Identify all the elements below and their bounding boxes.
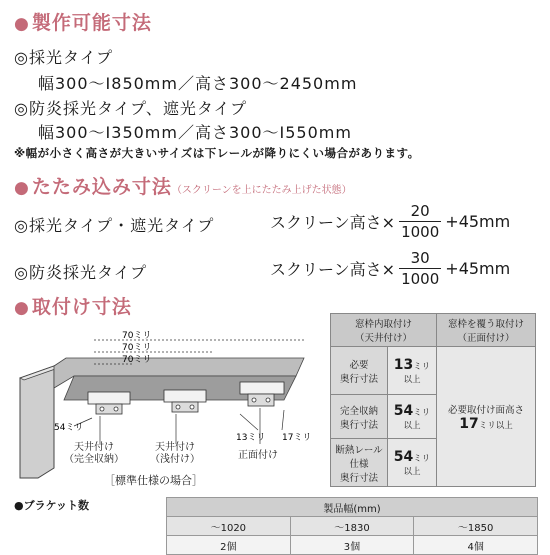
size-note: ※幅が小さく高さが大きいサイズは下レールが降りにくい場合があります。 bbox=[14, 146, 420, 160]
section-title-text: 取付け寸法 bbox=[31, 296, 132, 318]
bracket-range-2: ～1830 bbox=[290, 517, 414, 536]
value-number: 13 bbox=[393, 356, 414, 373]
folding-row1-formula bbox=[270, 202, 510, 241]
bracket-range-1: ～1020 bbox=[167, 517, 291, 536]
folding-row2-label: ◎防炎採光タイプ bbox=[14, 263, 148, 282]
bracket-range-3: ～1850 bbox=[414, 517, 538, 536]
bullet-icon: ● bbox=[14, 298, 30, 318]
label-front-mount: 正面付け bbox=[238, 450, 278, 461]
table-head-front: 窓枠を覆う取付け （正面付け） bbox=[437, 314, 536, 347]
dim-70-a: 70ミリ bbox=[122, 331, 152, 341]
bracket-full bbox=[88, 392, 130, 414]
dim-70-c: 70ミリ bbox=[122, 355, 152, 365]
value-unit: ミリ 以上 bbox=[403, 453, 431, 477]
fraction-denominator: 1000 bbox=[401, 223, 440, 241]
bracket-count-2: 3個 bbox=[290, 536, 414, 555]
bullet-icon: ● bbox=[14, 14, 30, 34]
formula-prefix: スクリーン高さ× bbox=[270, 213, 396, 232]
type1-label: ◎採光タイプ bbox=[14, 48, 114, 67]
mounting-depth-table bbox=[330, 313, 536, 487]
formula-prefix: スクリーン高さ× bbox=[270, 260, 396, 279]
label-ceiling-full: 天井付け （完全収納） bbox=[64, 442, 124, 465]
row-label-required-depth: 必要 奥行寸法 bbox=[331, 347, 388, 395]
diagram-caption: ［標準仕様の場合］ bbox=[104, 474, 203, 487]
type2-size: 幅300～I350mm／高さ300～I550mm bbox=[38, 123, 352, 142]
window-frame-wall bbox=[20, 366, 54, 478]
bullet-icon: ● bbox=[14, 178, 30, 198]
section-subtitle: （スクリーンを上にたたみ上げた状態） bbox=[171, 185, 352, 196]
dim-13: 13ミリ bbox=[236, 433, 266, 443]
dim-70-b: 70ミリ bbox=[122, 343, 152, 353]
section-title-text: たたみ込み寸法 bbox=[31, 176, 172, 198]
row-value-full-storage-depth bbox=[388, 395, 437, 439]
fraction bbox=[399, 202, 441, 241]
value-unit: ミリ 以上 bbox=[403, 361, 431, 385]
front-mount-cell bbox=[437, 347, 536, 487]
folding-row2-formula bbox=[270, 249, 510, 288]
front-mount-unit: ミリ以上 bbox=[478, 420, 513, 431]
row-value-required-depth bbox=[388, 347, 437, 395]
value-unit: ミリ 以上 bbox=[403, 407, 431, 431]
bracket-count-table bbox=[166, 497, 538, 555]
bracket-count-3: 4個 bbox=[414, 536, 538, 555]
formula-suffix: +45mm bbox=[445, 259, 511, 278]
type2-label: ◎防炎採光タイプ、遮光タイプ bbox=[14, 99, 248, 118]
dim-54: 54ミリ bbox=[54, 423, 84, 433]
front-mount-value: 17 bbox=[459, 415, 479, 432]
fraction-numerator: 30 bbox=[410, 249, 430, 267]
bracket-count-1: 2個 bbox=[167, 536, 291, 555]
value-number: 54 bbox=[393, 402, 414, 419]
value-number: 54 bbox=[393, 448, 414, 465]
folding-row1-label: ◎採光タイプ・遮光タイプ bbox=[14, 216, 215, 235]
section-title-production-size bbox=[14, 8, 152, 35]
fraction-numerator: 20 bbox=[410, 202, 430, 220]
row-value-insulation-rail-depth bbox=[388, 439, 437, 487]
row-label-insulation-rail-depth: 断熱レール 仕様 奥行寸法 bbox=[331, 439, 388, 487]
table-head-inside: 窓枠内取付け （天井付け） bbox=[331, 314, 437, 347]
type1-size: 幅300～I850mm／高さ300～2450mm bbox=[38, 74, 358, 93]
bracket-front bbox=[240, 382, 284, 406]
bracket-table-header: 製品幅(mm) bbox=[167, 498, 538, 517]
section-title-text: 製作可能寸法 bbox=[31, 12, 152, 34]
fraction bbox=[399, 249, 441, 288]
bracket-shallow bbox=[164, 390, 206, 412]
formula-suffix: +45mm bbox=[445, 212, 511, 231]
front-mount-label: 必要取付け面高さ bbox=[447, 404, 524, 416]
section-title-folding-size bbox=[14, 172, 352, 199]
row-label-full-storage-depth: 完全収納 奥行寸法 bbox=[331, 395, 388, 439]
section-title-mounting-size bbox=[14, 292, 132, 319]
bracket-count-title: ●ブラケット数 bbox=[14, 499, 90, 512]
label-ceiling-shallow: 天井付け （浅付け） bbox=[150, 442, 200, 465]
dim-17: 17ミリ bbox=[282, 433, 312, 443]
fraction-denominator: 1000 bbox=[401, 270, 440, 288]
